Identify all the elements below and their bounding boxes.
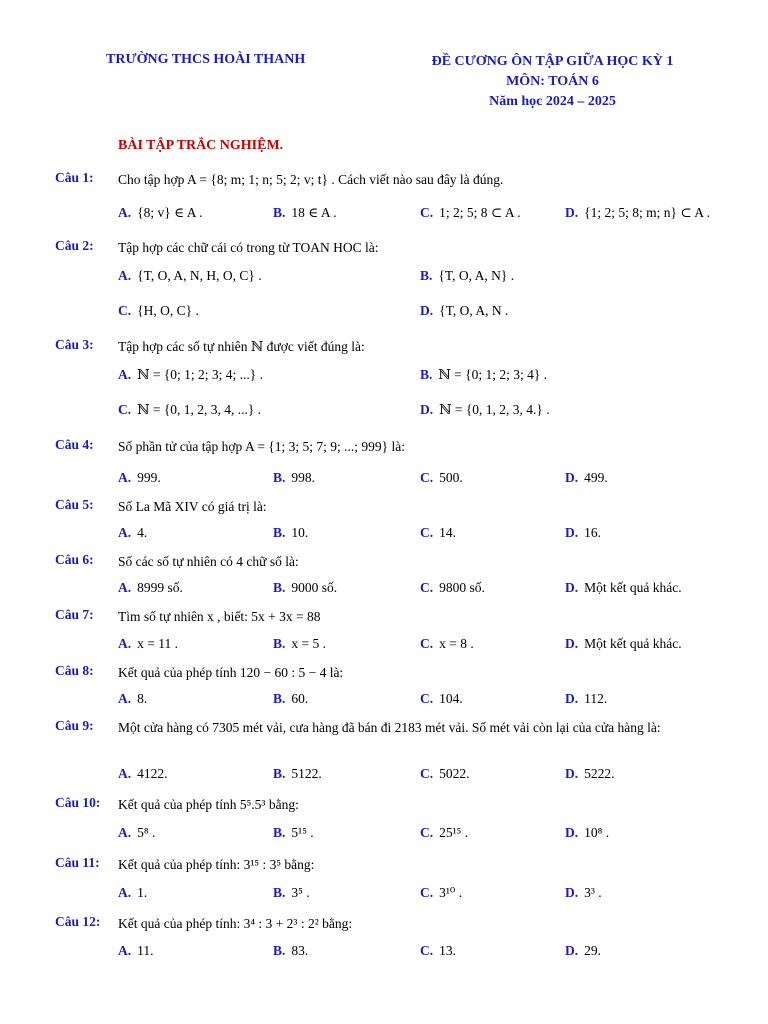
- option-a: [118, 525, 147, 541]
- option-letter: D.: [565, 580, 579, 595]
- option-letter: D.: [420, 402, 434, 417]
- option-a: [118, 268, 262, 284]
- option-letter: D.: [420, 303, 434, 318]
- document-title: [400, 52, 705, 112]
- option-text: 8.: [137, 691, 148, 706]
- option-d: [565, 885, 602, 901]
- option-text: 9000 số.: [291, 580, 338, 595]
- option-a: [118, 470, 161, 486]
- option-text: 1.: [137, 885, 148, 900]
- question-label: Câu 8:: [55, 663, 94, 678]
- question-label: Câu 12:: [55, 914, 101, 929]
- option-text: 5022.: [439, 766, 470, 781]
- option-d: [565, 580, 682, 596]
- option-text: ℕ = {0; 1; 2; 3; 4} .: [438, 367, 548, 382]
- option-letter: D.: [565, 636, 579, 651]
- option-text: {H, O, C} .: [137, 303, 199, 318]
- option-letter: C.: [118, 303, 132, 318]
- question-label: Câu 1:: [55, 170, 94, 185]
- option-letter: C.: [420, 636, 434, 651]
- question-label: Câu 4:: [55, 437, 94, 452]
- option-letter: C.: [420, 825, 434, 840]
- option-a: [118, 636, 178, 652]
- option-text: 3¹⁰ .: [439, 885, 463, 900]
- question-label: Câu 9:: [55, 718, 94, 733]
- option-b: [273, 885, 310, 901]
- option-c: [118, 402, 261, 418]
- option-d: [565, 825, 609, 841]
- option-text: 104.: [439, 691, 463, 706]
- question-text: Một cửa hàng có 7305 mét vải, cưa hàng đã bán đi 2183 mét vải. Số mét vải còn lại của cửa hàng là:: [118, 720, 661, 735]
- document-header: [0, 50, 768, 114]
- option-d: [565, 636, 682, 652]
- option-text: 10⁸ .: [584, 825, 610, 840]
- option-d: [565, 470, 608, 486]
- option-text: 9800 số.: [439, 580, 485, 595]
- option-letter: D.: [565, 943, 579, 958]
- option-text: ℕ = {0, 1, 2, 3, 4.} .: [439, 402, 550, 417]
- option-letter: C.: [420, 885, 434, 900]
- option-letter: B.: [273, 580, 286, 595]
- option-text: {T, O, A, N .: [439, 303, 509, 318]
- option-letter: C.: [420, 470, 434, 485]
- option-d: [420, 402, 550, 418]
- option-letter: D.: [565, 470, 579, 485]
- option-text: x = 5 .: [291, 636, 327, 651]
- option-d: [565, 943, 601, 959]
- option-text: 11.: [137, 943, 154, 958]
- question-text: Kết quả của phép tính: 3¹⁵ : 3⁵ bằng:: [118, 857, 315, 872]
- option-b: [273, 636, 326, 652]
- option-letter: A.: [118, 470, 132, 485]
- option-text: {T, O, A, N, H, O, C} .: [137, 268, 262, 283]
- title-line-2: MÔN: TOÁN 6: [506, 74, 599, 89]
- option-text: 25¹⁵ .: [439, 825, 469, 840]
- option-b: [420, 268, 514, 284]
- option-b: [273, 766, 322, 782]
- option-b: [273, 580, 337, 596]
- option-letter: C.: [420, 580, 434, 595]
- option-text: Một kết quả khác.: [584, 636, 682, 651]
- option-c: [118, 303, 199, 319]
- option-text: {8; v} ∈ A .: [137, 205, 203, 220]
- option-text: 10.: [291, 525, 309, 540]
- option-text: 112.: [584, 691, 608, 706]
- question-label: Câu 2:: [55, 238, 94, 253]
- option-text: x = 8 .: [439, 636, 474, 651]
- option-text: 5122.: [291, 766, 322, 781]
- question-label: Câu 11:: [55, 855, 100, 870]
- title-line-1: ĐỀ CƯƠNG ÔN TẬP GIỮA HỌC KỲ 1: [431, 54, 674, 69]
- option-letter: A.: [118, 525, 132, 540]
- option-letter: C.: [420, 205, 434, 220]
- option-text: 16.: [584, 525, 601, 540]
- option-letter: D.: [565, 525, 579, 540]
- option-text: 29.: [584, 943, 601, 958]
- option-text: 499.: [584, 470, 608, 485]
- option-c: [420, 525, 456, 541]
- option-text: 4.: [137, 525, 148, 540]
- option-text: ℕ = {0, 1, 2, 3, 4, ...} .: [137, 402, 262, 417]
- option-text: 999.: [137, 470, 161, 485]
- option-c: [420, 943, 456, 959]
- option-a: [118, 367, 263, 383]
- option-letter: D.: [565, 766, 579, 781]
- question-text: Kết quả của phép tính 5⁵.5³ bằng:: [118, 797, 299, 812]
- question-text: Số phần tử của tập hợp A = {1; 3; 5; 7; 9; ...; 999} là:: [118, 439, 406, 454]
- option-text: 60.: [291, 691, 309, 706]
- option-c: [420, 205, 521, 221]
- title-line-3: Năm học 2024 – 2025: [489, 94, 616, 109]
- option-letter: B.: [273, 525, 286, 540]
- option-letter: C.: [420, 525, 434, 540]
- option-c: [420, 885, 462, 901]
- question-label: Câu 7:: [55, 607, 94, 622]
- question-text: Số các số tự nhiên có 4 chữ số là:: [118, 554, 299, 569]
- option-text: 3⁵ .: [291, 885, 310, 900]
- option-text: 83.: [291, 943, 309, 958]
- question-label: Câu 5:: [55, 497, 94, 512]
- option-letter: B.: [273, 691, 286, 706]
- option-letter: A.: [118, 636, 132, 651]
- question-text: Tìm số tự nhiên x , biết: 5x + 3x = 88: [118, 609, 321, 624]
- option-letter: A.: [118, 205, 132, 220]
- option-text: 5¹⁵ .: [291, 825, 314, 840]
- option-text: 14.: [439, 525, 456, 540]
- option-letter: B.: [273, 470, 286, 485]
- option-b: [273, 525, 308, 541]
- option-letter: A.: [118, 885, 132, 900]
- option-text: {T, O, A, N} .: [438, 268, 515, 283]
- option-letter: C.: [420, 943, 434, 958]
- option-letter: C.: [420, 691, 434, 706]
- option-d: [565, 525, 601, 541]
- option-a: [118, 580, 183, 596]
- option-letter: A.: [118, 825, 132, 840]
- option-letter: A.: [118, 268, 132, 283]
- option-d: [565, 691, 607, 707]
- option-letter: D.: [565, 205, 579, 220]
- question-text: Kết quả của phép tính: 3⁴ : 3 + 2³ : 2² bằng:: [118, 916, 353, 931]
- question-label: Câu 6:: [55, 552, 94, 567]
- question-text: Tập hợp các số tự nhiên ℕ được viết đúng là:: [118, 339, 365, 354]
- option-letter: D.: [565, 825, 579, 840]
- option-text: 8999 số.: [137, 580, 183, 595]
- school-name: TRƯỜNG THCS HOÀI THANH: [106, 52, 306, 67]
- option-text: 5⁸ .: [137, 825, 156, 840]
- option-text: 4122.: [137, 766, 168, 781]
- option-letter: B.: [273, 205, 286, 220]
- option-a: [118, 885, 147, 901]
- question-text: Số La Mã XIV có giá trị là:: [118, 499, 267, 514]
- option-b: [273, 470, 315, 486]
- option-letter: A.: [118, 691, 132, 706]
- option-b: [273, 943, 308, 959]
- option-letter: A.: [118, 367, 132, 382]
- option-d: [565, 766, 615, 782]
- option-text: 1; 2; 5; 8 ⊂ A .: [439, 205, 521, 220]
- option-letter: B.: [273, 885, 286, 900]
- option-c: [420, 636, 474, 652]
- question-text: Tập hợp các chữ cái có trong từ TOAN HOC là:: [118, 240, 379, 255]
- option-letter: A.: [118, 580, 132, 595]
- option-letter: B.: [420, 268, 433, 283]
- option-text: 13.: [439, 943, 456, 958]
- option-a: [118, 825, 155, 841]
- question-text: Kết quả của phép tính 120 − 60 : 5 − 4 là:: [118, 665, 344, 680]
- option-letter: B.: [273, 636, 286, 651]
- option-letter: D.: [565, 691, 579, 706]
- option-letter: B.: [420, 367, 433, 382]
- option-letter: A.: [118, 766, 132, 781]
- option-c: [420, 470, 463, 486]
- option-text: {1; 2; 5; 8; m; n} ⊂ A .: [584, 205, 711, 220]
- option-text: x = 11 .: [137, 636, 178, 651]
- option-text: ℕ = {0; 1; 2; 3; 4; ...} .: [137, 367, 264, 382]
- option-a: [118, 205, 202, 221]
- option-text: 500.: [439, 470, 463, 485]
- option-b: [273, 205, 337, 221]
- option-letter: B.: [273, 766, 286, 781]
- option-a: [118, 766, 168, 782]
- option-text: 5222.: [584, 766, 615, 781]
- option-text: 3³ .: [584, 885, 602, 900]
- question-text: Cho tập hợp A = {8; m; 1; n; 5; 2; v; t} . Cách viết nào sau đây là đúng.: [118, 172, 504, 187]
- option-a: [118, 943, 154, 959]
- question-label: Câu 10:: [55, 795, 101, 810]
- option-b: [420, 367, 547, 383]
- option-letter: B.: [273, 943, 286, 958]
- section-title: BÀI TẬP TRẮC NGHIỆM.: [118, 138, 284, 153]
- question-label: Câu 3:: [55, 337, 94, 352]
- option-text: 998.: [291, 470, 316, 485]
- option-d: [565, 205, 710, 221]
- option-text: Một kết quả khác.: [584, 580, 682, 595]
- option-letter: D.: [565, 885, 579, 900]
- option-a: [118, 691, 147, 707]
- option-text: 18 ∈ A .: [291, 205, 337, 220]
- option-b: [273, 691, 308, 707]
- option-letter: B.: [273, 825, 286, 840]
- option-letter: A.: [118, 943, 132, 958]
- option-c: [420, 691, 463, 707]
- option-letter: C.: [118, 402, 132, 417]
- option-d: [420, 303, 508, 319]
- option-b: [273, 825, 314, 841]
- option-letter: C.: [420, 766, 434, 781]
- option-c: [420, 766, 470, 782]
- option-c: [420, 825, 468, 841]
- option-c: [420, 580, 485, 596]
